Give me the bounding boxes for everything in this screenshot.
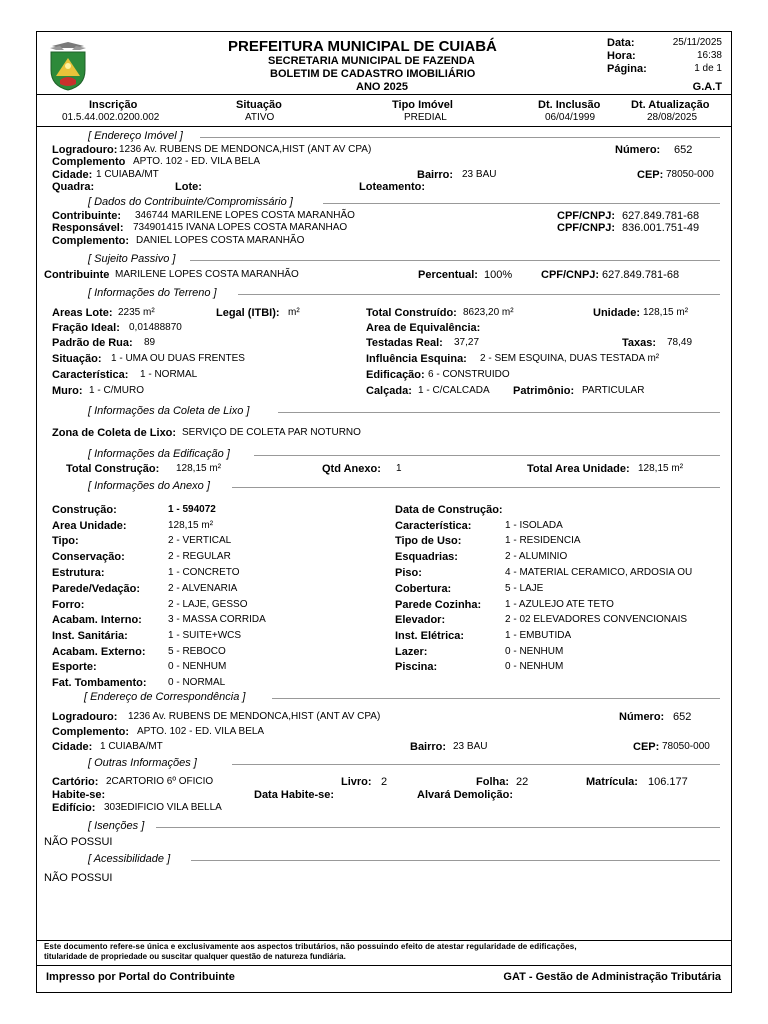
section-coleta-lixo: [ Informações da Coleta de Lixo ] [88,405,250,417]
cartorio-label: Cartório: [52,776,99,788]
anexo-left-value: 2 - VERTICAL [168,535,232,546]
anexo-right-value: 2 - 02 ELEVADORES CONVENCIONAIS [505,615,688,625]
anexo-left-label: Inst. Sanitária: [52,630,128,642]
anexo-left-label: Esporte: [52,661,97,673]
inclusao-label: Dt. Inclusão [538,99,601,111]
areas-lote-value: 2235 m² [118,307,155,318]
logradouro-label: Logradouro: [52,144,118,156]
total-construcao-value: 128,15 m² [176,463,222,474]
anexo-right-label: Data de Construção: [395,504,503,516]
section-outras: [ Outras Informações ] [88,757,197,769]
calcada-label: Calçada: [366,385,412,397]
corresp-numero-label: Número: [619,711,665,723]
cpf1-label: CPF/CNPJ: [557,210,616,222]
corresp-complemento-label: Complemento: [52,726,129,738]
anexo-left-label: Parede/Vedação: [52,583,141,595]
taxas-value: 78,49 [667,337,693,348]
edificio-label: Edifício: [52,802,96,814]
patrimonio-value: PARTICULAR [582,385,645,396]
fracao-ideal-value: 0,01488870 [129,322,182,333]
anexo-left-label: Acabam. Externo: [52,646,146,658]
anexo-left-value: 128,15 m² [168,520,214,531]
contribuinte-label: Contribuinte: [52,210,122,222]
section-rule [200,137,720,138]
livro-label: Livro: [341,776,372,788]
anexo-right-value: 5 - LAJE [505,584,544,594]
section-rule [254,455,720,456]
section-sujeito-passivo: [ Sujeito Passivo ] [88,253,176,265]
anexo-left-label: Acabam. Interno: [52,614,142,626]
anexo-right-label: Tipo de Uso: [395,535,462,547]
section-correspondencia: [ Endereço de Correspondência ] [84,691,246,703]
tipo-imovel-label: Tipo Imóvel [392,99,453,111]
logradouro-value: 1236 Av. RUBENS DE MENDONCA,HIST (ANT AV CPA) [119,144,372,155]
footer-divider-top [36,940,732,941]
section-rule [156,827,720,828]
anexo-right-value: 1 - RESIDENCIA [505,536,581,546]
complemento-contribuinte-label: Complemento: [52,235,129,247]
time-value: 16:38 [696,50,722,61]
total-area-unidade-value: 128,15 m² [638,463,684,474]
cidade-value: 1 CUIABA/MT [96,169,159,180]
edificacao-label: Edificação: [366,369,425,381]
page-label: Página: [607,63,647,75]
section-rule [278,412,720,413]
section-rule [191,860,720,861]
unidade-label: Unidade: [593,307,641,319]
anexo-left-value: 3 - MASSA CORRIDA [168,614,266,625]
corresp-cep-label: CEP: [633,741,660,753]
anexo-left-value: 1 - 594072 [168,504,216,515]
muro-value: 1 - C/MURO [89,385,144,396]
situacao-value: ATIVO [245,112,275,123]
padrao-rua-label: Padrão de Rua: [52,337,133,349]
gat-footer: GAT - Gestão de Administração Tributária [503,971,721,983]
anexo-right-label: Piso: [395,567,422,579]
cpf2-value: 836.001.751-49 [622,222,700,234]
total-construcao-label: Total Construção: [66,463,160,475]
isencoes-value: NÃO POSSUI [44,836,113,848]
cpf1-value: 627.849.781-68 [622,210,700,222]
section-rule [238,294,720,295]
anexo-left-label: Forro: [52,599,85,611]
calcada-value: 1 - C/CALCADA [418,385,490,396]
subtitle-boletim: BOLETIM DE CADASTRO IMOBILIÁRIO [270,68,476,80]
anexo-left-value: 2 - REGULAR [168,551,231,562]
testadas-label: Testadas Real: [366,337,443,349]
page-title: PREFEITURA MUNICIPAL DE CUIABÁ [228,38,497,55]
bairro-label: Bairro: [417,169,454,181]
anexo-left-label: Tipo: [52,535,79,547]
summary-divider [36,126,732,127]
subtitle-ano: ANO 2025 [356,81,408,93]
anexo-left-value: 0 - NENHUM [168,661,227,672]
anexo-left-value: 2 - ALVENARIA [168,583,238,594]
complemento-label: Complemento [52,156,126,168]
zona-coleta-value: SERVIÇO DE COLETA PAR NOTURNO [182,427,361,438]
subtitle-secretaria: SECRETARIA MUNICIPAL DE FAZENDA [268,55,475,67]
anexo-left-value: 1 - SUITE+WCS [168,630,242,641]
header-divider [36,94,732,95]
unidade-value: 128,15 m² [643,307,689,318]
lote-label: Lote: [175,181,202,193]
loteamento-label: Loteamento: [359,181,425,193]
gat-label: G.A.T [692,81,722,93]
edificio-value: 303EDIFICIO VILA BELLA [104,802,222,813]
percentual-value: 100% [484,269,513,281]
cep-value: 78050-000 [666,169,714,180]
footer-divider-bottom [36,965,732,966]
sujeito-cpf-label: CPF/CNPJ: [541,269,600,281]
section-terreno: [ Informações do Terreno ] [88,287,217,299]
anexo-left-label: Fat. Tombamento: [52,677,147,689]
padrao-rua-value: 89 [144,337,156,348]
inscricao-label: Inscrição [89,99,138,111]
atualizacao-value: 28/08/2025 [647,112,698,123]
anexo-right-label: Inst. Elétrica: [395,630,465,642]
section-acessibilidade: [ Acessibilidade ] [88,853,171,865]
section-rule [190,260,720,261]
anexo-right-label: Parede Cozinha: [395,599,482,611]
section-rule [272,698,720,699]
anexo-left-value: 5 - REBOCO [168,646,226,657]
anexo-right-value: 4 - MATERIAL CERAMICO, ARDOSIA OU [505,568,693,578]
edificacao-value: 6 - CONSTRUIDO [428,369,510,380]
anexo-right-label: Esquadrias: [395,551,458,563]
anexo-left-label: Construção: [52,504,117,516]
section-edificacao: [ Informações da Edificação ] [88,448,230,460]
muro-label: Muro: [52,385,83,397]
section-contribuinte: [ Dados do Contribuinte/Compromissário ] [88,196,293,208]
atualizacao-label: Dt. Atualização [631,99,710,111]
section-rule [232,764,720,765]
date-value: 25/11/2025 [672,37,722,48]
anexo-left-label: Estrutura: [52,567,105,579]
folha-value: 22 [516,776,529,788]
anexo-right-label: Característica: [395,520,472,532]
testadas-value: 37,27 [454,337,480,348]
tipo-imovel-value: PREDIAL [404,112,447,123]
corresp-complemento-value: APTO. 102 - ED. VILA BELA [137,726,265,737]
corresp-cidade-label: Cidade: [52,741,93,753]
date-label: Data: [607,37,635,49]
section-rule [232,487,720,488]
folha-label: Folha: [476,776,509,788]
anexo-right-value: 1 - ISOLADA [505,521,563,531]
total-area-unidade-label: Total Area Unidade: [527,463,630,475]
corresp-cidade-value: 1 CUIABA/MT [100,741,163,752]
section-rule [323,203,720,204]
anexo-left-value: 1 - CONCRETO [168,567,240,578]
anexo-left-label: Area Unidade: [52,520,127,532]
patrimonio-label: Patrimônio: [513,385,575,397]
total-construido-label: Total Construído: [366,307,457,319]
time-label: Hora: [607,50,636,62]
area-equivalencia-label: Area de Equivalência: [366,322,481,334]
habite-se-label: Habite-se: [52,789,106,801]
section-anexo: [ Informações do Anexo ] [88,480,210,492]
qtd-anexo-label: Qtd Anexo: [322,463,381,475]
anexo-left-value: 0 - NORMAL [168,677,226,688]
anexo-left-label: Conservação: [52,551,125,563]
total-construido-value: 8623,20 m² [463,307,514,318]
situacao-label: Situação [236,99,282,111]
anexo-right-label: Piscina: [395,661,438,673]
anexo-right-value: 0 - NENHUM [505,662,564,672]
corresp-logradouro-value: 1236 Av. RUBENS DE MENDONCA,HIST (ANT AV CPA) [128,711,381,722]
sujeito-contribuinte-label: Contribuinte [44,269,110,281]
inscricao-value: 01.5.44.002.0200.002 [62,112,160,123]
fracao-ideal-label: Fração Ideal: [52,322,120,334]
legal-itbi-value: m² [288,307,300,318]
situacao-terreno-label: Situação: [52,353,102,365]
sujeito-contribuinte-value: MARILENE LOPES COSTA MARANHÃO [115,269,299,280]
printed-by: Impresso por Portal do Contribuinte [46,971,235,983]
corresp-logradouro-label: Logradouro: [52,711,118,723]
influencia-esquina-label: Influência Esquina: [366,353,467,365]
alvara-demolicao-label: Alvará Demolição: [417,789,513,801]
quadra-label: Quadra: [52,181,95,193]
anexo-right-value: 2 - ALUMINIO [505,552,568,562]
areas-lote-label: Areas Lote: [52,307,113,319]
complemento-value: APTO. 102 - ED. VILA BELA [133,156,261,167]
disclaimer-line-2: titularidade de propriedade ou suscitar qualquer questão de natureza fundiária. [44,952,346,961]
cep-label: CEP: [637,169,664,181]
contribuinte-value: 346744 MARILENE LOPES COSTA MARANHÃO [135,210,355,221]
disclaimer-line-1: Este documento refere-se única e exclusivamente aos aspectos tributários, não possuindo efeito de atestar regularidade de edificações, [44,942,577,951]
influencia-esquina-value: 2 - SEM ESQUINA, DUAS TESTADA m² [480,353,660,364]
acessibilidade-value: NÃO POSSUI [44,872,113,884]
legal-itbi-label: Legal (ITBI): [216,307,280,319]
qtd-anexo-value: 1 [396,463,402,474]
anexo-right-value: 1 - AZULEJO ATÉ TETO [505,600,614,610]
inclusao-value: 06/04/1999 [545,112,596,123]
data-habite-se-label: Data Habite-se: [254,789,335,801]
corresp-cep-value: 78050-000 [662,741,710,752]
livro-value: 2 [381,776,388,788]
bairro-value: 23 BAU [462,169,497,180]
cidade-label: Cidade: [52,169,93,181]
matricula-label: Matrícula: [586,776,638,788]
matricula-value: 106.177 [648,776,688,788]
anexo-left-value: 2 - LAJE, GESSO [168,599,248,610]
sujeito-cpf-value: 627.849.781-68 [602,269,680,281]
corresp-bairro-label: Bairro: [410,741,447,753]
responsavel-label: Responsável: [52,222,124,234]
page-value: 1 de 1 [694,63,722,74]
complemento-contribuinte-value: DANIEL LOPES COSTA MARANHÃO [136,235,305,246]
caracteristica-terreno-label: Característica: [52,369,129,381]
anexo-right-value: 0 - NENHUM [505,647,564,657]
numero-value: 652 [674,144,693,156]
corresp-bairro-value: 23 BAU [453,741,488,752]
percentual-label: Percentual: [418,269,478,281]
corresp-numero-value: 652 [673,711,692,723]
caracteristica-terreno-value: 1 - NORMAL [140,369,198,380]
cartorio-value: 2CARTORIO 6º OFICIO [106,776,214,787]
anexo-right-label: Cobertura: [395,583,452,595]
zona-coleta-label: Zona de Coleta de Lixo: [52,427,177,439]
section-endereco-imovel: [ Endereço Imóvel ] [88,130,183,142]
anexo-right-label: Elevador: [395,614,446,626]
anexo-right-value: 1 - EMBUTIDA [505,631,572,641]
situacao-terreno-value: 1 - UMA OU DUAS FRENTES [111,353,245,364]
numero-label: Número: [615,144,661,156]
cpf2-label: CPF/CNPJ: [557,222,616,234]
responsavel-value: 734901415 IVANA LOPES COSTA MARANHAO [133,222,348,233]
taxas-label: Taxas: [622,337,657,349]
anexo-right-label: Lazer: [395,646,428,658]
city-coat-of-arms-logo [46,38,90,92]
section-isencoes: [ Isenções ] [88,820,145,832]
